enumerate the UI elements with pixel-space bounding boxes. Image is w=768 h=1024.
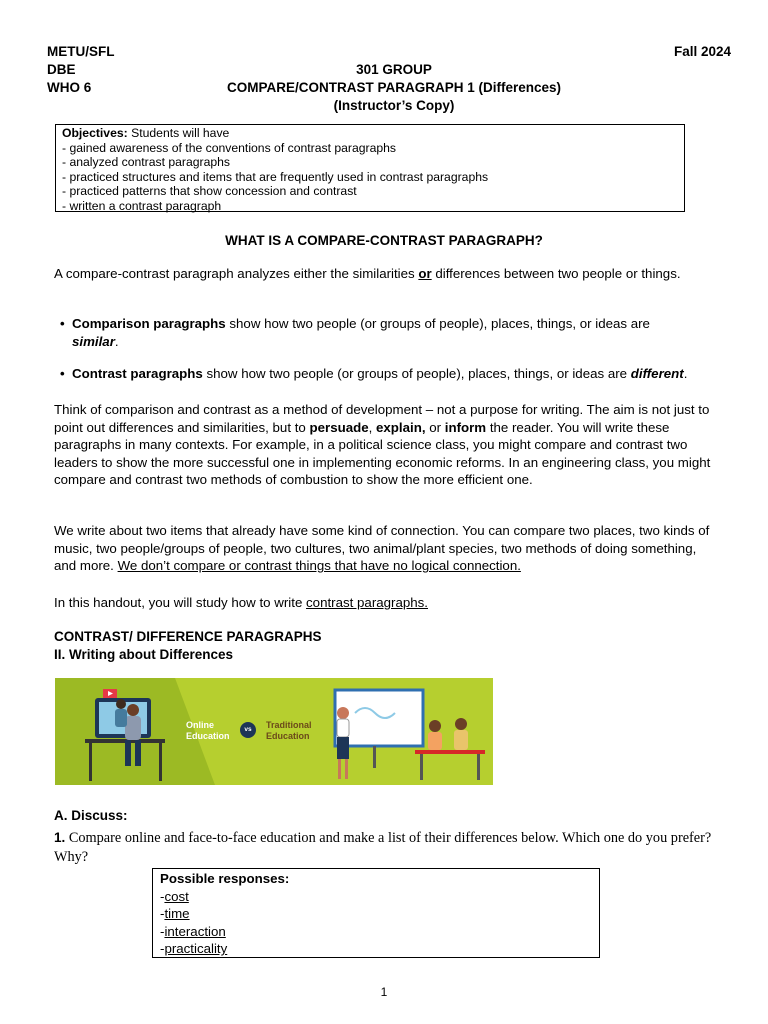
objective-item: - gained awareness of the conventions of contrast paragraphs	[62, 140, 397, 155]
page-title: COMPARE/CONTRAST PARAGRAPH 1 (Differences)	[226, 80, 562, 95]
discuss-heading: A. Discuss:	[54, 808, 128, 823]
bullet-text	[72, 315, 692, 350]
explain-word: explain,	[376, 419, 426, 435]
response-text: interaction	[164, 923, 226, 939]
objectives-label: Objectives:	[62, 126, 128, 140]
page-subtitle: (Instructor’s Copy)	[333, 98, 455, 113]
banner-online-label	[186, 720, 230, 742]
bullet-dot: •	[60, 366, 65, 381]
banner-traditional-line1: Traditional	[266, 720, 312, 730]
paragraph-method	[54, 401, 722, 489]
response-item: -cost	[160, 888, 189, 904]
header-left-1: METU/SFL	[47, 44, 115, 59]
para1-text-a: Think of comparison and contrast as a method of development – not a purpose for writing. The aim is not just to point out differences and similarities, but to	[54, 402, 710, 435]
responses-title: Possible responses:	[160, 871, 290, 886]
para2-underlined: We don’t compare or contrast things that have no logical connection.	[117, 558, 521, 574]
header-left-2: DBE	[47, 62, 76, 77]
page-number: 1	[380, 985, 388, 999]
response-item: -practicality	[160, 941, 228, 957]
inform-word: inform	[444, 419, 487, 435]
banner-traditional-line2: Education	[266, 731, 310, 741]
bullet-text	[72, 365, 692, 383]
header-group: 301 GROUP	[356, 62, 432, 77]
objectives-box	[55, 124, 685, 212]
banner-vs: vs	[244, 726, 252, 733]
question-text: Compare online and face-to-face education and make a list of their differences below. Which one do you prefer? Why?	[54, 830, 712, 865]
objective-item: - practiced patterns that show concession and contrast	[62, 184, 357, 199]
objectives-intro: Students will have	[127, 126, 230, 140]
bullet-emph: different	[630, 366, 684, 381]
banner-traditional-label	[266, 720, 312, 742]
discuss-question	[54, 828, 724, 867]
bullet-emph: similar	[72, 333, 115, 349]
para3-underlined: contrast paragraphs.	[306, 595, 428, 610]
intro-text-b: differences between two people or things.	[431, 266, 681, 281]
objective-item: - analyzed contrast paragraphs	[62, 155, 231, 170]
persuade-word: persuade	[309, 419, 369, 435]
question-number: 1.	[54, 830, 66, 845]
response-text: time	[164, 906, 190, 922]
section-heading-differences: II. Writing about Differences	[54, 647, 234, 662]
objective-item: - written a contrast paragraph	[62, 198, 222, 213]
para1-sep1: ,	[368, 419, 377, 435]
bullet-body: show how two people (or groups of people), places, things, or ideas are	[202, 366, 631, 381]
response-item: -time	[160, 906, 190, 922]
intro-paragraph	[54, 265, 722, 283]
header-left-3: WHO 6	[47, 80, 92, 95]
response-text: cost	[164, 888, 189, 904]
education-banner	[55, 678, 493, 785]
bullet-end: .	[683, 366, 688, 381]
banner-online-line2: Education	[186, 731, 230, 741]
response-text: practicality	[164, 941, 228, 957]
intro-or: or	[418, 266, 432, 281]
objectives-intro-line	[62, 126, 678, 141]
bullet-body: show how two people (or groups of people), places, things, or ideas are	[225, 316, 650, 331]
objective-item: - practiced structures and items that are frequently used in contrast paragraphs	[62, 169, 489, 184]
banner-online-line1: Online	[186, 720, 215, 730]
para1-sep2: or	[425, 419, 445, 435]
section-heading-what-is: WHAT IS A COMPARE-CONTRAST PARAGRAPH?	[225, 233, 543, 248]
paragraph-connection	[54, 522, 722, 575]
bullet-bold: Contrast paragraphs	[72, 366, 203, 381]
paragraph-handout	[54, 594, 722, 612]
bullet-end: .	[114, 333, 119, 349]
intro-text-a: A compare-contrast paragraph analyzes either the similarities	[54, 266, 419, 281]
bullet-dot: •	[60, 316, 65, 331]
para2-text: We write about two items that already have some kind of connection. You can compare two places, two kinds of music, two people/groups of people, two cultures, two animal/plant species, two methods of doing something, and more.	[54, 523, 710, 574]
header-term: Fall 2024	[673, 44, 731, 59]
bullet-bold: Comparison paragraphs	[72, 316, 226, 331]
response-item: -interaction	[160, 923, 226, 939]
possible-responses-box	[152, 868, 600, 958]
section-heading-contrast: CONTRAST/ DIFFERENCE PARAGRAPHS	[54, 629, 322, 644]
para1-text-b: the reader. You will write these paragraphs in many contexts. For example, in a political science class, you might compare and contrast two leaders to show the more successful one in implementing economic reforms. In an engineering class, you might compare and contrast two methods of combustion to show the more efficient one.	[54, 419, 711, 488]
para3-text: In this handout, you will study how to write	[54, 595, 307, 610]
